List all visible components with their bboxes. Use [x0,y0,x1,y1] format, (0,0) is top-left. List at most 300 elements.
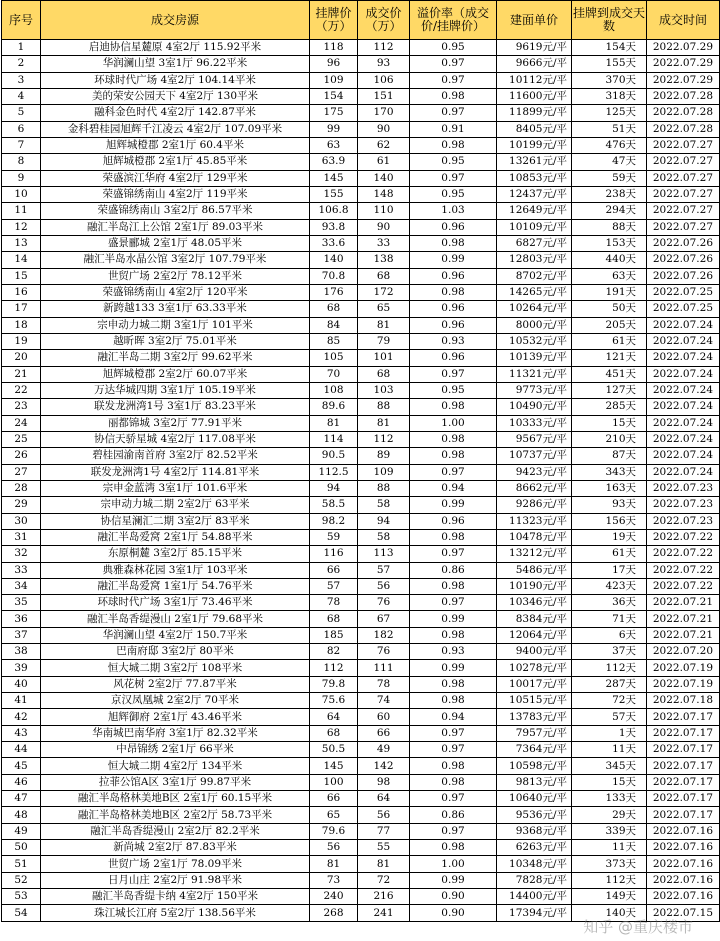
days-cell: 59天 [572,170,647,186]
listing-cell: 融汇半岛香缇漫山 2室1厅 79.68平米 [41,611,310,627]
listing-cell: 荣盛锦绣南山 4室2厅 120平米 [41,284,310,300]
deal-price-cell: 172 [358,284,410,300]
unit-price-cell: 8384元/平 [497,611,572,627]
deal-date-cell: 2022.07.27 [647,137,720,153]
row-index: 12 [2,219,41,235]
deal-date-cell: 2022.07.29 [647,72,720,88]
list-price-cell: 68 [310,611,358,627]
list-price-cell: 68 [310,725,358,741]
days-cell: 112天 [572,660,647,676]
premium-rate-cell: 0.90 [410,905,497,921]
table-row [2,660,720,676]
premium-rate-cell: 0.96 [410,268,497,284]
table-row [2,872,720,888]
deal-price-cell: 112 [358,40,410,56]
days-cell: 163天 [572,480,647,496]
unit-price-cell: 9773元/平 [497,382,572,398]
unit-price-cell: 7957元/平 [497,725,572,741]
unit-price-cell: 9368元/平 [497,823,572,839]
premium-rate-cell: 1.00 [410,415,497,431]
list-price-cell: 84 [310,317,358,333]
premium-rate-cell: 0.86 [410,807,497,823]
deal-date-cell: 2022.07.22 [647,578,720,594]
days-cell: 37天 [572,644,647,660]
deal-price-cell: 49 [358,742,410,758]
table-row [2,840,720,856]
unit-price-cell: 10190元/平 [497,578,572,594]
unit-price-cell: 10346元/平 [497,595,572,611]
unit-price-cell: 8702元/平 [497,268,572,284]
table-row [2,464,720,480]
premium-rate-cell: 0.95 [410,154,497,170]
table-row [2,725,720,741]
watermark: 知乎 @重庆楼市 [583,918,693,936]
days-cell: 61天 [572,333,647,349]
deal-date-cell: 2022.07.17 [647,709,720,725]
deal-date-cell: 2022.07.27 [647,170,720,186]
listing-cell: 碧桂园渝南首府 3室2厅 82.52平米 [41,448,310,464]
deal-date-cell: 2022.07.24 [647,333,720,349]
premium-rate-cell: 0.97 [410,823,497,839]
deal-price-cell: 81 [358,856,410,872]
unit-price-cell: 8662元/平 [497,480,572,496]
days-cell: 47天 [572,154,647,170]
days-cell: 19天 [572,529,647,545]
header-row [2,1,720,40]
unit-price-cell: 10478元/平 [497,529,572,545]
table-row [2,758,720,774]
premium-rate-cell: 0.97 [410,464,497,480]
deal-price-cell: 113 [358,546,410,562]
list-price-cell: 154 [310,88,358,104]
unit-price-cell: 9567元/平 [497,431,572,447]
list-price-cell: 145 [310,170,358,186]
deal-date-cell: 2022.07.19 [647,660,720,676]
days-cell: 11天 [572,742,647,758]
days-cell: 133天 [572,791,647,807]
unit-price-cell: 10490元/平 [497,399,572,415]
premium-rate-cell: 0.97 [410,742,497,758]
deal-date-cell: 2022.07.23 [647,513,720,529]
row-index: 19 [2,333,41,349]
deal-price-cell: 58 [358,497,410,513]
unit-price-cell: 14400元/平 [497,889,572,905]
row-index: 27 [2,464,41,480]
listing-cell: 恒大城二期 3室2厅 108平米 [41,660,310,676]
deal-price-cell: 76 [358,644,410,660]
premium-rate-cell: 0.96 [410,350,497,366]
listing-cell: 新尚城 2室2厅 87.83平米 [41,840,310,856]
row-index: 11 [2,203,41,219]
days-cell: 318天 [572,88,647,104]
premium-rate-cell: 0.97 [410,546,497,562]
days-cell: 6天 [572,627,647,643]
header-deal-price: 成交价（万） [358,1,410,40]
listing-cell: 越昕晖 3室2厅 75.01平米 [41,333,310,349]
premium-rate-cell: 0.95 [410,382,497,398]
premium-rate-cell: 1.00 [410,856,497,872]
days-cell: 51天 [572,121,647,137]
row-index: 50 [2,840,41,856]
deal-price-cell: 103 [358,382,410,398]
deal-price-cell: 170 [358,105,410,121]
list-price-cell: 100 [310,774,358,790]
row-index: 54 [2,905,41,921]
deal-date-cell: 2022.07.26 [647,252,720,268]
deal-price-cell: 90 [358,121,410,137]
table-row [2,578,720,594]
unit-price-cell: 9619元/平 [497,40,572,56]
table-row [2,807,720,823]
deal-date-cell: 2022.07.16 [647,872,720,888]
list-price-cell: 112.5 [310,464,358,480]
deal-date-cell: 2022.07.28 [647,121,720,137]
table-row [2,431,720,447]
unit-price-cell: 17394元/平 [497,905,572,921]
premium-rate-cell: 0.96 [410,301,497,317]
listing-cell: 融科金色时代 4室2厅 142.87平米 [41,105,310,121]
unit-price-cell: 10598元/平 [497,758,572,774]
listing-cell: 宗申金蓝湾 3室1厅 101.6平米 [41,480,310,496]
deal-price-cell: 56 [358,578,410,594]
listing-cell: 巴南府邸 3室2厅 80平米 [41,644,310,660]
unit-price-cell: 9813元/平 [497,774,572,790]
deal-price-cell: 101 [358,350,410,366]
deal-price-cell: 72 [358,872,410,888]
row-index: 47 [2,791,41,807]
premium-rate-cell: 0.94 [410,709,497,725]
table-row [2,154,720,170]
list-price-cell: 240 [310,889,358,905]
header-list-price: 挂牌价（万） [310,1,358,40]
list-price-cell: 114 [310,431,358,447]
list-price-cell: 116 [310,546,358,562]
listing-cell: 宗申动力城二期 2室2厅 63平米 [41,497,310,513]
deal-price-cell: 67 [358,611,410,627]
list-price-cell: 185 [310,627,358,643]
listing-cell: 京汉凤凰城 2室2厅 70平米 [41,693,310,709]
deal-price-cell: 60 [358,709,410,725]
deal-date-cell: 2022.07.24 [647,382,720,398]
deal-date-cell: 2022.07.17 [647,742,720,758]
header-deal-date: 成交时间 [647,1,720,40]
deal-price-cell: 77 [358,823,410,839]
deal-price-cell: 241 [358,905,410,921]
deal-date-cell: 2022.07.20 [647,644,720,660]
list-price-cell: 98.2 [310,513,358,529]
listing-cell: 融汇半岛格林美地B区 2室1厅 60.15平米 [41,791,310,807]
deal-price-cell: 94 [358,513,410,529]
row-index: 46 [2,774,41,790]
table-row [2,72,720,88]
table-row [2,88,720,104]
list-price-cell: 70 [310,366,358,382]
days-cell: 88天 [572,219,647,235]
deal-price-cell: 140 [358,170,410,186]
list-price-cell: 90.5 [310,448,358,464]
listing-cell: 启迪协信星麓原 4室2厅 115.92平米 [41,40,310,56]
premium-rate-cell: 0.91 [410,121,497,137]
days-cell: 72天 [572,693,647,709]
premium-rate-cell: 0.98 [410,529,497,545]
deal-date-cell: 2022.07.22 [647,529,720,545]
unit-price-cell: 12649元/平 [497,203,572,219]
table-row [2,170,720,186]
listing-cell: 荣盛锦绣南山 3室2厅 86.57平米 [41,203,310,219]
listing-cell: 世贸广场 2室2厅 78.12平米 [41,268,310,284]
row-index: 4 [2,88,41,104]
header-index: 序号 [2,1,41,40]
deal-price-cell: 58 [358,529,410,545]
listing-cell: 华润澜山望 4室2厅 150.7平米 [41,627,310,643]
listing-cell: 拉菲公馆A区 3室1厅 99.87平米 [41,774,310,790]
deal-date-cell: 2022.07.25 [647,301,720,317]
table-row [2,252,720,268]
days-cell: 127天 [572,382,647,398]
unit-price-cell: 7364元/平 [497,742,572,758]
list-price-cell: 94 [310,480,358,496]
deal-date-cell: 2022.07.17 [647,774,720,790]
row-index: 48 [2,807,41,823]
premium-rate-cell: 0.98 [410,137,497,153]
premium-rate-cell: 0.98 [410,431,497,447]
premium-rate-cell: 0.98 [410,693,497,709]
deal-date-cell: 2022.07.27 [647,154,720,170]
listing-cell: 盛景郦城 2室1厅 48.05平米 [41,235,310,251]
days-cell: 285天 [572,399,647,415]
list-price-cell: 145 [310,758,358,774]
list-price-cell: 140 [310,252,358,268]
list-price-cell: 66 [310,791,358,807]
days-cell: 238天 [572,186,647,202]
page [1,0,719,941]
premium-rate-cell: 0.99 [410,497,497,513]
listing-cell: 恒大城二期 4室2厅 134平米 [41,758,310,774]
days-cell: 370天 [572,72,647,88]
unit-price-cell: 10199元/平 [497,137,572,153]
days-cell: 36天 [572,595,647,611]
row-index: 43 [2,725,41,741]
premium-rate-cell: 0.96 [410,219,497,235]
days-cell: 287天 [572,676,647,692]
days-cell: 63天 [572,268,647,284]
header-listing: 成交房源 [41,1,310,40]
row-index: 17 [2,301,41,317]
days-cell: 191天 [572,284,647,300]
listing-cell: 融汇半岛水晶公馆 3室2厅 107.79平米 [41,252,310,268]
row-index: 13 [2,235,41,251]
list-price-cell: 175 [310,105,358,121]
deal-price-cell: 79 [358,333,410,349]
listing-cell: 荣盛滨江华府 4室2厅 129平米 [41,170,310,186]
unit-price-cell: 9536元/平 [497,807,572,823]
list-price-cell: 108 [310,382,358,398]
table-row [2,742,720,758]
deal-date-cell: 2022.07.18 [647,693,720,709]
deal-date-cell: 2022.07.21 [647,627,720,643]
listing-cell: 世贸广场 2室1厅 78.09平米 [41,856,310,872]
days-cell: 210天 [572,431,647,447]
unit-price-cell: 13261元/平 [497,154,572,170]
table-row [2,791,720,807]
deal-price-cell: 98 [358,774,410,790]
deal-date-cell: 2022.07.16 [647,840,720,856]
deal-date-cell: 2022.07.24 [647,448,720,464]
deal-date-cell: 2022.07.28 [647,88,720,104]
list-price-cell: 57 [310,578,358,594]
unit-price-cell: 11899元/平 [497,105,572,121]
listing-cell: 融汇半岛江上公馆 2室1厅 89.03平米 [41,219,310,235]
premium-rate-cell: 1.03 [410,203,497,219]
row-index: 41 [2,693,41,709]
deal-price-cell: 81 [358,317,410,333]
days-cell: 15天 [572,415,647,431]
row-index: 32 [2,546,41,562]
deal-date-cell: 2022.07.22 [647,546,720,562]
deal-date-cell: 2022.07.29 [647,40,720,56]
unit-price-cell: 9400元/平 [497,644,572,660]
table-row [2,284,720,300]
days-cell: 29天 [572,807,647,823]
table-row [2,105,720,121]
row-index: 39 [2,660,41,676]
premium-rate-cell: 0.95 [410,186,497,202]
deal-date-cell: 2022.07.24 [647,415,720,431]
list-price-cell: 65 [310,807,358,823]
listing-cell: 万达华城四期 3室1厅 105.19平米 [41,382,310,398]
premium-rate-cell: 0.97 [410,72,497,88]
deal-date-cell: 2022.07.17 [647,807,720,823]
unit-price-cell: 10109元/平 [497,219,572,235]
list-price-cell: 59 [310,529,358,545]
listing-cell: 联发龙洲湾1号 4室2厅 114.81平米 [41,464,310,480]
premium-rate-cell: 0.86 [410,562,497,578]
days-cell: 93天 [572,497,647,513]
list-price-cell: 96 [310,56,358,72]
table-row [2,823,720,839]
listing-cell: 联发龙洲湾1号 3室1厅 83.23平米 [41,399,310,415]
list-price-cell: 176 [310,284,358,300]
row-index: 30 [2,513,41,529]
list-price-cell: 68 [310,301,358,317]
unit-price-cell: 10264元/平 [497,301,572,317]
deal-date-cell: 2022.07.24 [647,350,720,366]
deal-price-cell: 57 [358,562,410,578]
listing-cell: 旭辉城橙郡 2室2厅 60.07平米 [41,366,310,382]
table-row [2,709,720,725]
row-index: 44 [2,742,41,758]
listing-cell: 协信天骄星城 4室2厅 117.08平米 [41,431,310,447]
premium-rate-cell: 0.97 [410,725,497,741]
deal-date-cell: 2022.07.27 [647,186,720,202]
row-index: 49 [2,823,41,839]
unit-price-cell: 13783元/平 [497,709,572,725]
deal-date-cell: 2022.07.21 [647,595,720,611]
listing-cell: 华润澜山望 3室1厅 96.22平米 [41,56,310,72]
days-cell: 294天 [572,203,647,219]
unit-price-cell: 12437元/平 [497,186,572,202]
table-row [2,203,720,219]
row-index: 10 [2,186,41,202]
listing-cell: 旭辉御府 2室1厅 43.46平米 [41,709,310,725]
row-index: 31 [2,529,41,545]
days-cell: 57天 [572,709,647,725]
table-row [2,219,720,235]
premium-rate-cell: 0.97 [410,366,497,382]
table-row [2,40,720,56]
deal-price-cell: 68 [358,268,410,284]
row-index: 7 [2,137,41,153]
deal-date-cell: 2022.07.17 [647,758,720,774]
list-price-cell: 70.8 [310,268,358,284]
days-cell: 153天 [572,235,647,251]
list-price-cell: 118 [310,40,358,56]
table-row [2,546,720,562]
row-index: 21 [2,366,41,382]
deal-date-cell: 2022.07.24 [647,366,720,382]
list-price-cell: 73 [310,872,358,888]
premium-rate-cell: 0.98 [410,399,497,415]
deal-date-cell: 2022.07.26 [647,268,720,284]
unit-price-cell: 10532元/平 [497,333,572,349]
deal-date-cell: 2022.07.24 [647,317,720,333]
listing-cell: 荣盛锦绣南山 4室2厅 119平米 [41,186,310,202]
premium-rate-cell: 0.98 [410,448,497,464]
unit-price-cell: 7828元/平 [497,872,572,888]
premium-rate-cell: 0.99 [410,252,497,268]
days-cell: 121天 [572,350,647,366]
table-row [2,644,720,660]
deal-price-cell: 56 [358,807,410,823]
days-cell: 343天 [572,464,647,480]
unit-price-cell: 10278元/平 [497,660,572,676]
list-price-cell: 58.5 [310,497,358,513]
days-cell: 156天 [572,513,647,529]
list-price-cell: 89.6 [310,399,358,415]
unit-price-cell: 10139元/平 [497,350,572,366]
list-price-cell: 50.5 [310,742,358,758]
list-price-cell: 66 [310,562,358,578]
list-price-cell: 79.8 [310,676,358,692]
days-cell: 205天 [572,317,647,333]
row-index: 28 [2,480,41,496]
deal-price-cell: 89 [358,448,410,464]
deal-price-cell: 78 [358,676,410,692]
row-index: 23 [2,399,41,415]
row-index: 1 [2,40,41,56]
listing-cell: 协信星澜汇二期 3室2厅 83平米 [41,513,310,529]
deal-price-cell: 66 [358,725,410,741]
row-index: 26 [2,448,41,464]
row-index: 35 [2,595,41,611]
list-price-cell: 109 [310,72,358,88]
listing-cell: 美的荣安公园天下 4室2厅 130平米 [41,88,310,104]
deal-price-cell: 64 [358,791,410,807]
deal-date-cell: 2022.07.24 [647,399,720,415]
unit-price-cell: 10737元/平 [497,448,572,464]
list-price-cell: 268 [310,905,358,921]
deal-price-cell: 61 [358,154,410,170]
deal-date-cell: 2022.07.24 [647,464,720,480]
deal-price-cell: 55 [358,840,410,856]
listing-cell: 新跨越133 3室1厅 63.33平米 [41,301,310,317]
premium-rate-cell: 0.99 [410,611,497,627]
deal-price-cell: 148 [358,186,410,202]
unit-price-cell: 10112元/平 [497,72,572,88]
table-row [2,611,720,627]
row-index: 52 [2,872,41,888]
premium-rate-cell: 0.90 [410,889,497,905]
